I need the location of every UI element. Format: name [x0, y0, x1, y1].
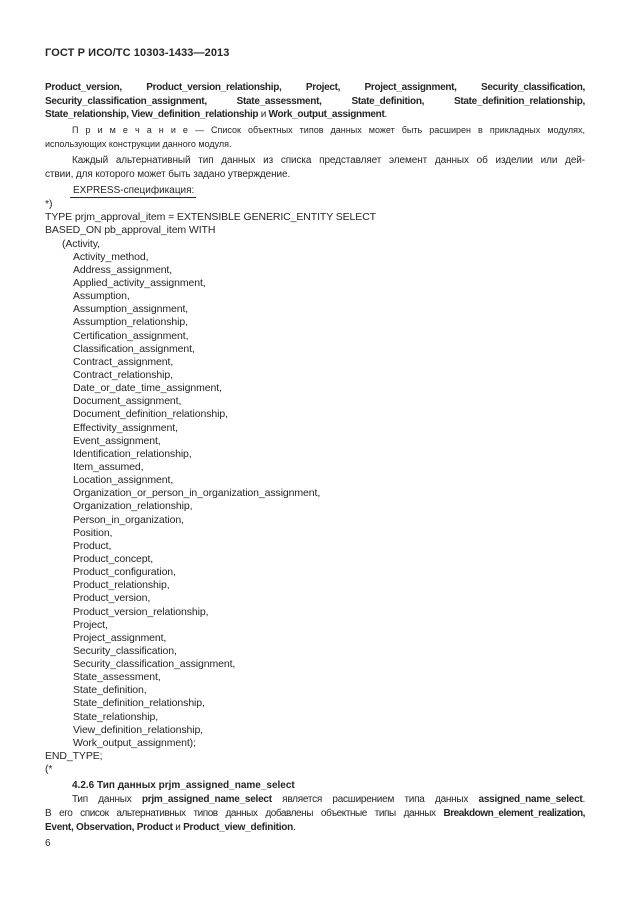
- code-line: *): [45, 198, 53, 211]
- code-line: Security_classification,: [73, 644, 177, 657]
- body-line: Каждый альтернативный тип данных из списка представляет элемент данных об изделии или дей-: [72, 154, 585, 166]
- text-run: .: [582, 794, 585, 806]
- code-line: Effectivity_assignment,: [73, 421, 178, 434]
- code-line: Position,: [73, 526, 113, 539]
- bold-text-run: Product_view_definition: [183, 821, 293, 833]
- code-line: (*: [45, 763, 53, 776]
- express-spec-label: EXPRESS-спецификация:: [70, 184, 196, 198]
- code-line: Assumption_relationship,: [73, 316, 188, 329]
- express-spec-row: [45, 184, 585, 198]
- text-run: .: [292, 821, 296, 833]
- code-line: State_relationship,: [73, 710, 159, 723]
- code-line: State_assessment,: [73, 671, 161, 684]
- code-line: Classification_assignment,: [73, 342, 195, 355]
- code-line: Identification_relationship,: [73, 447, 192, 460]
- section-line: [45, 821, 585, 835]
- code-line: Contract_assignment,: [73, 355, 174, 368]
- code-line: END_TYPE;: [45, 750, 103, 763]
- text-run: В его список альтернативных типов данных добавлены объектные типы данных: [45, 808, 444, 820]
- code-line: Applied_activity_assignment,: [73, 276, 206, 289]
- code-line: State_definition_relationship,: [73, 697, 205, 710]
- bold-text-run: Event, Observation, Product: [45, 821, 173, 833]
- page-content: [45, 47, 585, 849]
- text-run: .: [384, 109, 387, 121]
- code-line: Product_version_relationship,: [73, 605, 209, 618]
- note-paragraph: [45, 124, 585, 151]
- code-line: Person_in_organization,: [73, 513, 184, 526]
- running-header: ГОСТ Р ИСО/ТС 10303-1433—2013: [45, 47, 230, 59]
- code-line: Project_assignment,: [73, 631, 167, 644]
- code-line: Contract_relationship,: [73, 368, 173, 381]
- section-line: [45, 793, 585, 807]
- code-line: Event_assignment,: [73, 434, 161, 447]
- code-line: Date_or_date_time_assignment,: [73, 382, 222, 395]
- code-line: Product_concept,: [73, 552, 154, 565]
- code-line: State_definition,: [73, 684, 147, 697]
- code-line: Project,: [73, 618, 108, 631]
- code-line: Certification_assignment,: [73, 329, 189, 342]
- entity-list-line: [45, 95, 585, 109]
- text-run: является расширением типа данных: [271, 794, 479, 806]
- code-line: Product_relationship,: [73, 579, 170, 592]
- entity-list-line: [45, 108, 585, 122]
- code-line: Document_definition_relationship,: [73, 408, 228, 421]
- page-number: 6: [45, 837, 51, 849]
- code-line: Document_assignment,: [73, 395, 182, 408]
- code-line: TYPE prjm_approval_item = EXTENSIBLE GENERIC_ENTITY SELECT: [45, 211, 376, 224]
- text-run: и: [258, 109, 269, 121]
- code-line: Security_classification_assignment,: [73, 658, 236, 671]
- code-line: Item_assumed,: [73, 460, 144, 473]
- section-heading: 4.2.6 Тип данных prjm_assigned_name_select: [72, 780, 295, 792]
- code-line: Product,: [73, 539, 112, 552]
- code-line: Activity_method,: [73, 250, 149, 263]
- code-line: Address_assignment,: [73, 263, 173, 276]
- bold-text-run: Product_version, Product_version_relationship, Project, Project_assignment, Security_classification,: [45, 82, 585, 93]
- note-line: использующих конструкции данного модуля.: [45, 138, 232, 149]
- bold-text-run: Breakdown_element_realization,: [443, 808, 585, 820]
- code-line: Organization_or_person_in_organization_assignment,: [73, 487, 321, 500]
- bold-text-run: prjm_assigned_name_select: [141, 794, 272, 806]
- code-line: Product_configuration,: [73, 566, 176, 579]
- code-line: BASED_ON pb_approval_item WITH: [45, 224, 216, 237]
- code-line: Location_assignment,: [73, 474, 174, 487]
- code-line: Product_version,: [73, 592, 151, 605]
- body-paragraph: [45, 154, 585, 182]
- note-line: П р и м е ч а н и е — Список объектных типов данных может быть расширен в прикладных модулях,: [72, 125, 585, 136]
- entity-list-paragraph: [45, 81, 585, 122]
- section-paragraph: [45, 793, 585, 834]
- bold-text-run: State_relationship, View_definition_relationship: [45, 109, 259, 121]
- code-line: Assumption,: [73, 290, 130, 303]
- bold-text-run: Work_output_assignment: [268, 109, 385, 121]
- express-code-listing: [45, 198, 585, 776]
- code-line: Organization_relationship,: [73, 500, 193, 513]
- code-line: Assumption_assignment,: [73, 303, 189, 316]
- section-line: [45, 807, 585, 821]
- entity-list-line: [45, 81, 585, 95]
- bold-text-run: Security_classification_assignment, State_assessment, State_definition, State_definition_relationship,: [45, 95, 585, 107]
- body-line: ствии, для которого может быть задано утверждение.: [45, 168, 291, 180]
- code-line: View_definition_relationship,: [73, 723, 203, 736]
- code-line: Work_output_assignment);: [73, 736, 196, 749]
- text-run: Тип данных: [72, 794, 142, 806]
- text-run: и: [172, 821, 184, 833]
- code-line: (Activity,: [62, 237, 100, 250]
- bold-text-run: assigned_name_select: [478, 794, 583, 806]
